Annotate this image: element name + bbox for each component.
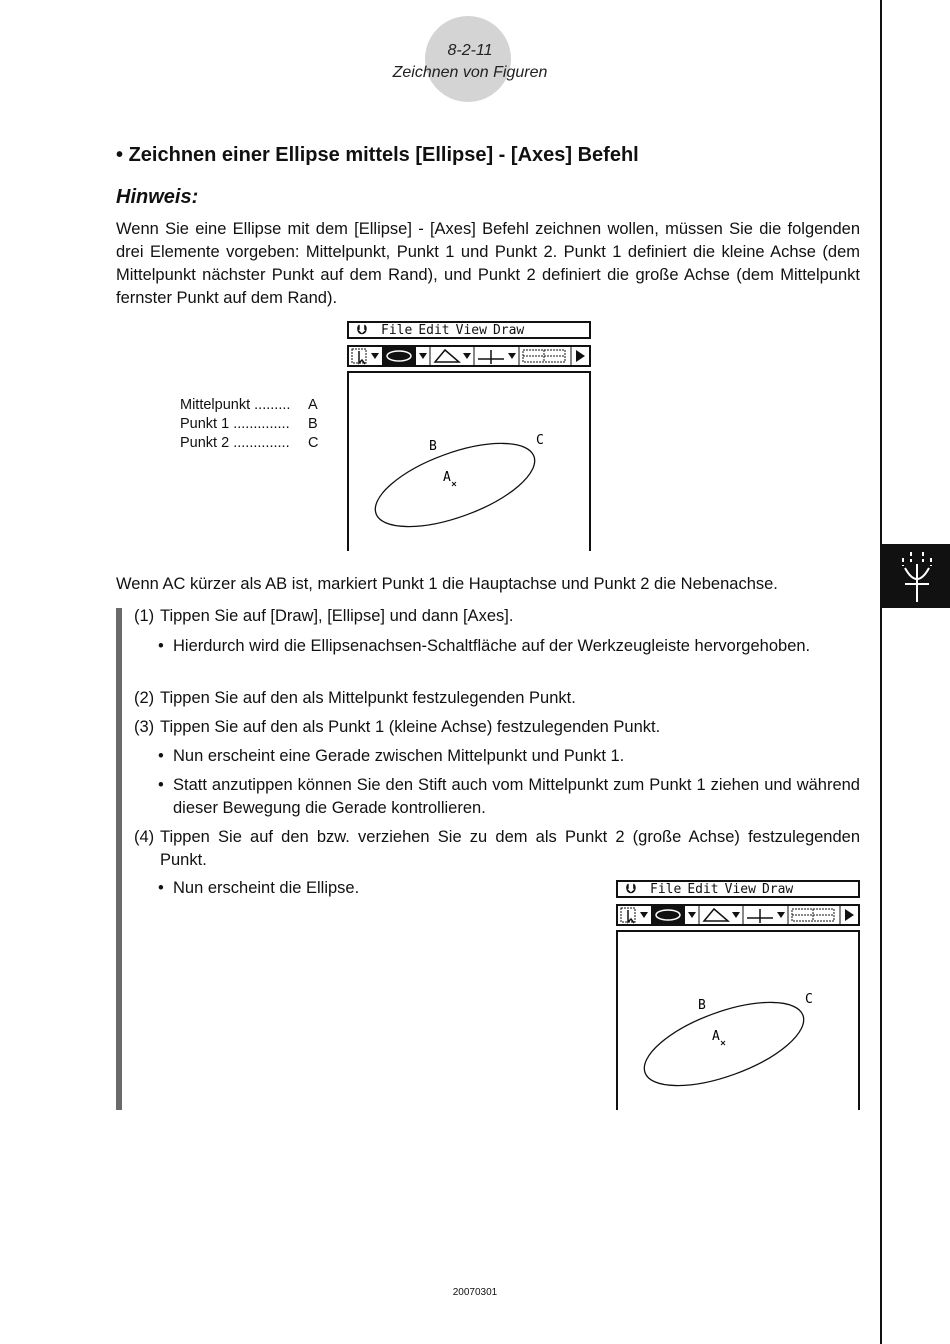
legend-row xyxy=(180,415,318,434)
perpendicular-tool-icon[interactable] xyxy=(478,350,504,364)
menu-bar xyxy=(616,880,860,898)
step-1 xyxy=(134,605,860,628)
step-4-bullet xyxy=(158,877,598,900)
step-text: Tippen Sie auf den bzw. verziehen Sie zu dem als Punkt 2 (große Achse) festzulegenden Punkt. xyxy=(160,828,860,869)
point-b-label: B xyxy=(429,439,437,454)
page-edge-line xyxy=(880,0,882,1344)
toolbar xyxy=(616,904,860,926)
scroll-right-icon[interactable] xyxy=(576,350,585,362)
section-number: 8-2-11 xyxy=(447,42,493,59)
legend-point: C xyxy=(308,435,319,451)
select-arrow-icon[interactable] xyxy=(621,908,635,923)
point-a-label: A xyxy=(443,470,451,485)
legend-label: Mittelpunkt ......... xyxy=(180,397,291,413)
drawing-area[interactable] xyxy=(616,930,860,1110)
menu-draw[interactable]: Draw xyxy=(492,323,525,338)
step-3-bullet-2 xyxy=(158,774,860,820)
step-number: (4) xyxy=(134,828,155,846)
bullet-text: Nun erscheint die Ellipse. xyxy=(173,879,360,897)
bullet-text: Statt anzutippen können Sie den Stift auch vom Mittelpunkt zum Punkt 1 ziehen und während dieser Bewegung die Gerade kontrollieren. xyxy=(173,776,860,817)
chapter-icon xyxy=(881,544,950,608)
legend-row xyxy=(180,396,318,415)
legend-point: A xyxy=(308,397,318,413)
title-text: Zeichnen einer Ellipse mittels [Ellipse] - [Axes] Befehl xyxy=(128,144,639,166)
dropdown-arrow-icon[interactable] xyxy=(463,353,471,359)
calculator-screen-1 xyxy=(347,321,591,551)
dropdown-arrow-icon[interactable] xyxy=(688,912,696,918)
step-4 xyxy=(134,826,860,872)
down-menu-icon[interactable]: ⮋ xyxy=(357,323,367,338)
calculator-screen-2 xyxy=(616,880,860,1110)
menu-view[interactable]: View xyxy=(724,882,756,897)
title-bullet: • xyxy=(116,144,124,166)
grid-tool-icon[interactable] xyxy=(523,350,565,362)
bullet-dot: • xyxy=(158,776,164,794)
legend-label: Punkt 1 .............. xyxy=(180,416,290,432)
drawing-area[interactable] xyxy=(347,371,591,551)
note-text: Wenn Sie eine Ellipse mit dem [Ellipse] - [Axes] Befehl zeichnen wollen, müssen Sie die folgenden drei Elemente vorgeben: Mittelpunkt, Punkt 1 und Punkt 2. Punkt 1 definiert die kleine Achse (dem Mittelpunkt nächster Punkt auf dem Rand), und Punkt 2 definiert die große Achse (dem Mittelpunkt fernster Punkt auf dem Rand). xyxy=(116,220,860,307)
note-heading: Hinweis: xyxy=(116,186,199,208)
step-2 xyxy=(134,687,860,710)
legend-point: B xyxy=(308,416,318,432)
step-text: Tippen Sie auf [Draw], [Ellipse] und dann [Axes]. xyxy=(160,607,514,625)
procedure-bar xyxy=(116,608,122,1110)
toolbar xyxy=(347,345,591,367)
dropdown-arrow-icon[interactable] xyxy=(419,353,427,359)
point-b-label: B xyxy=(698,998,706,1013)
dropdown-arrow-icon[interactable] xyxy=(640,912,648,918)
dropdown-arrow-icon[interactable] xyxy=(371,353,379,359)
step-1-bullet xyxy=(158,635,860,658)
ellipse-tool-icon[interactable] xyxy=(651,906,685,924)
scroll-right-icon[interactable] xyxy=(845,909,854,921)
point-c-label: C xyxy=(536,433,544,448)
step-number: (2) xyxy=(134,689,155,707)
menu-view[interactable]: View xyxy=(455,323,487,338)
legend-row xyxy=(180,434,318,453)
dropdown-arrow-icon[interactable] xyxy=(508,353,516,359)
menu-file[interactable]: File xyxy=(381,323,413,338)
dropdown-arrow-icon[interactable] xyxy=(732,912,740,918)
footer-code: 20070301 xyxy=(452,1287,498,1298)
step-3-bullet-1 xyxy=(158,745,860,768)
chapter-tab xyxy=(881,544,950,608)
point-a-label: A xyxy=(712,1029,720,1044)
after-text: Wenn AC kürzer als AB ist, markiert Punkt 1 die Hauptachse und Punkt 2 die Nebenachse. xyxy=(116,575,778,593)
triangle-tool-icon[interactable] xyxy=(704,909,728,921)
menu-file[interactable]: File xyxy=(650,882,682,897)
dropdown-arrow-icon[interactable] xyxy=(777,912,785,918)
point-c-label: C xyxy=(805,992,813,1007)
grid-tool-icon[interactable] xyxy=(792,909,834,921)
point-legend xyxy=(180,396,318,453)
step-text: Tippen Sie auf den als Punkt 1 (kleine Achse) festzulegenden Punkt. xyxy=(160,718,661,736)
bullet-dot: • xyxy=(158,747,164,765)
legend-label: Punkt 2 .............. xyxy=(180,435,290,451)
menu-edit[interactable]: Edit xyxy=(687,882,719,897)
bullet-text: Hierdurch wird die Ellipsenachsen-Schaltfläche auf der Werkzeugleiste hervorgehoben. xyxy=(173,637,811,655)
down-menu-icon[interactable]: ⮋ xyxy=(626,882,636,897)
ellipse-tool-icon[interactable] xyxy=(382,347,416,365)
triangle-tool-icon[interactable] xyxy=(435,350,459,362)
bullet-text: Nun erscheint eine Gerade zwischen Mittelpunkt und Punkt 1. xyxy=(173,747,625,765)
bullet-dot: • xyxy=(158,879,164,897)
select-arrow-icon[interactable] xyxy=(352,349,366,364)
step-text: Tippen Sie auf den als Mittelpunkt festzulegenden Punkt. xyxy=(160,689,576,707)
perpendicular-tool-icon[interactable] xyxy=(747,909,773,923)
step-number: (1) xyxy=(134,607,155,625)
section-title: Zeichnen von Figuren xyxy=(392,64,548,81)
bullet-dot: • xyxy=(158,637,164,655)
menu-edit[interactable]: Edit xyxy=(418,323,450,338)
menu-draw[interactable]: Draw xyxy=(761,882,794,897)
step-3 xyxy=(134,716,860,739)
step-number: (3) xyxy=(134,718,155,736)
page-title xyxy=(116,144,639,167)
menu-bar xyxy=(347,321,591,339)
